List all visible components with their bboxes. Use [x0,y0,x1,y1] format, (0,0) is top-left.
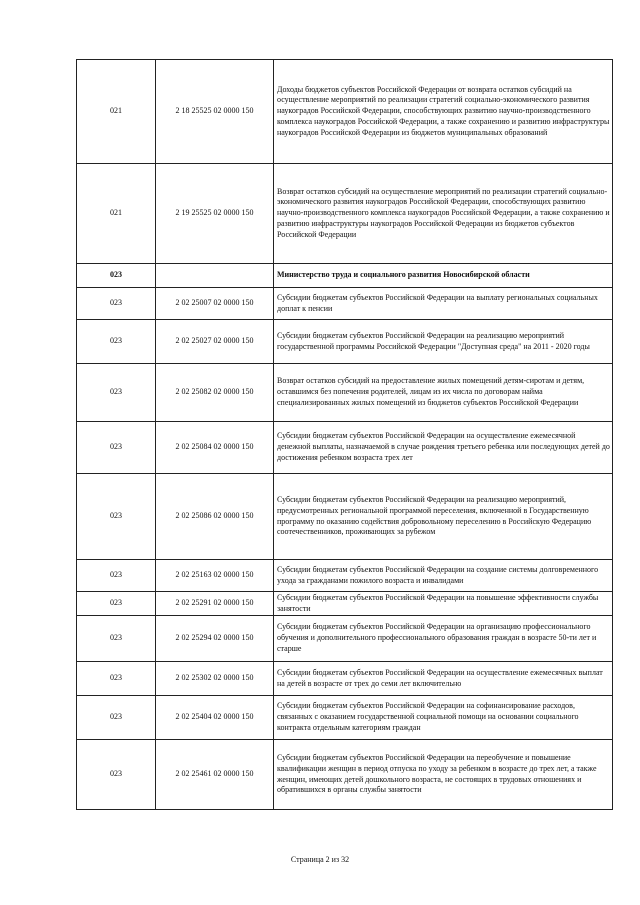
revenue-code-cell: 2 02 25461 02 0000 150 [156,740,274,810]
admin-code-cell: 023 [77,592,156,616]
revenue-code-cell: 2 02 25086 02 0000 150 [156,474,274,560]
table-row [77,740,613,810]
section-title-cell: Министерство труда и социального развития Новосибирской области [274,264,613,288]
revenue-name-cell: Субсидии бюджетам субъектов Российской Федерации на создание системы долговременного ухода за гражданами пожилого возраста и инвалидами [274,560,613,592]
table-row [77,474,613,560]
table-row [77,164,613,264]
table-row [77,616,613,662]
revenue-code-cell: 2 02 25027 02 0000 150 [156,320,274,364]
revenue-code-cell: 2 19 25525 02 0000 150 [156,164,274,264]
admin-code-cell: 023 [77,740,156,810]
admin-code-cell: 023 [77,616,156,662]
revenue-code-cell: 2 02 25007 02 0000 150 [156,288,274,320]
revenue-code-cell [156,264,274,288]
revenue-name-cell: Доходы бюджетов субъектов Российской Федерации от возврата остатков субсидий на осуществление мероприятий по реализации стратегий социально-экономического развития наукоградов Российской Федерации, способствующих развитию научно-производственного комплекса наукоградов Российской Федерации, а также сохранению и развитию инфраструктуры наукоградов Российской Федерации из бюджетов муниципальных образований [274,60,613,164]
table-row [77,60,613,164]
table-row [77,364,613,422]
revenue-name-cell: Субсидии бюджетам субъектов Российской Федерации на выплату региональных социальных доплат к пенсии [274,288,613,320]
revenue-code-cell: 2 02 25294 02 0000 150 [156,616,274,662]
admin-code-cell: 023 [77,320,156,364]
admin-code-cell: 023 [77,474,156,560]
revenue-name-cell: Субсидии бюджетам субъектов Российской Федерации на осуществление ежемесячных выплат на детей в возрасте от трех до семи лет включительно [274,662,613,696]
admin-code-cell: 023 [77,264,156,288]
revenue-name-cell: Возврат остатков субсидий на предоставление жилых помещений детям-сиротам и детям, оставшимся без попечения родителей, лицам из их числа по договорам найма специализированных жилых помещений из бюджетов субъектов Российской Федерации [274,364,613,422]
table-row [77,288,613,320]
admin-code-cell: 023 [77,696,156,740]
revenue-name-cell: Субсидии бюджетам субъектов Российской Федерации на повышение эффективности службы занятости [274,592,613,616]
revenue-name-cell: Субсидии бюджетам субъектов Российской Федерации на софинансирование расходов, связанных с оказанием государственной социальной помощи на основании социального контракта отдельным категориям граждан [274,696,613,740]
page-number: Страница 2 из 32 [290,855,350,864]
revenue-code-cell: 2 02 25082 02 0000 150 [156,364,274,422]
table-row [77,422,613,474]
revenue-code-cell: 2 02 25084 02 0000 150 [156,422,274,474]
table-row [77,320,613,364]
admin-code-cell: 023 [77,364,156,422]
table-row [77,592,613,616]
table-row [77,662,613,696]
admin-code-cell: 023 [77,662,156,696]
admin-code-cell: 021 [77,60,156,164]
revenue-code-cell: 2 02 25302 02 0000 150 [156,662,274,696]
admin-code-cell: 023 [77,560,156,592]
revenue-name-cell: Возврат остатков субсидий на осуществление мероприятий по реализации стратегий социально-экономического развития наукоградов Российской Федерации, способствующих развитию научно-производственного комплекса наукоградов Российской Федерации, а также сохранению и развитию инфраструктуры наукоградов Российской Федерации из бюджетов субъектов Российской Федерации [274,164,613,264]
revenue-name-cell: Субсидии бюджетам субъектов Российской Федерации на реализацию мероприятий государственной программы Российской Федерации "Доступная среда" на 2011 - 2020 годы [274,320,613,364]
admin-code-cell: 021 [77,164,156,264]
revenue-code-cell: 2 18 25525 02 0000 150 [156,60,274,164]
revenue-name-cell: Субсидии бюджетам субъектов Российской Федерации на переобучение и повышение квалификации женщин в период отпуска по уходу за ребенком в возрасте до трех лет, а также женщин, имеющих детей дошкольного возраста, не состоящих в трудовых отношениях и обратившихся в органы службы занятости [274,740,613,810]
admin-code-cell: 023 [77,422,156,474]
revenue-name-cell: Субсидии бюджетам субъектов Российской Федерации на реализацию мероприятий, предусмотренных региональной программой переселения, включенной в Государственную программу по оказанию содействия добровольному переселению в Российскую Федерацию соотечественников, проживающих за рубежом [274,474,613,560]
budget-code-table [76,59,613,810]
revenue-code-cell: 2 02 25163 02 0000 150 [156,560,274,592]
revenue-name-cell: Субсидии бюджетам субъектов Российской Федерации на осуществление ежемесячной денежной выплаты, назначаемой в случае рождения третьего ребенка или последующих детей до достижения ребенком возраста трех лет [274,422,613,474]
revenue-code-cell: 2 02 25291 02 0000 150 [156,592,274,616]
admin-code-cell: 023 [77,288,156,320]
revenue-code-cell: 2 02 25404 02 0000 150 [156,696,274,740]
revenue-name-cell: Субсидии бюджетам субъектов Российской Федерации на организацию профессионального обучения и дополнительного профессионального образования граждан в возрасте 50-ти лет и старше [274,616,613,662]
section-header-row [77,264,613,288]
table-row [77,696,613,740]
table-row [77,560,613,592]
